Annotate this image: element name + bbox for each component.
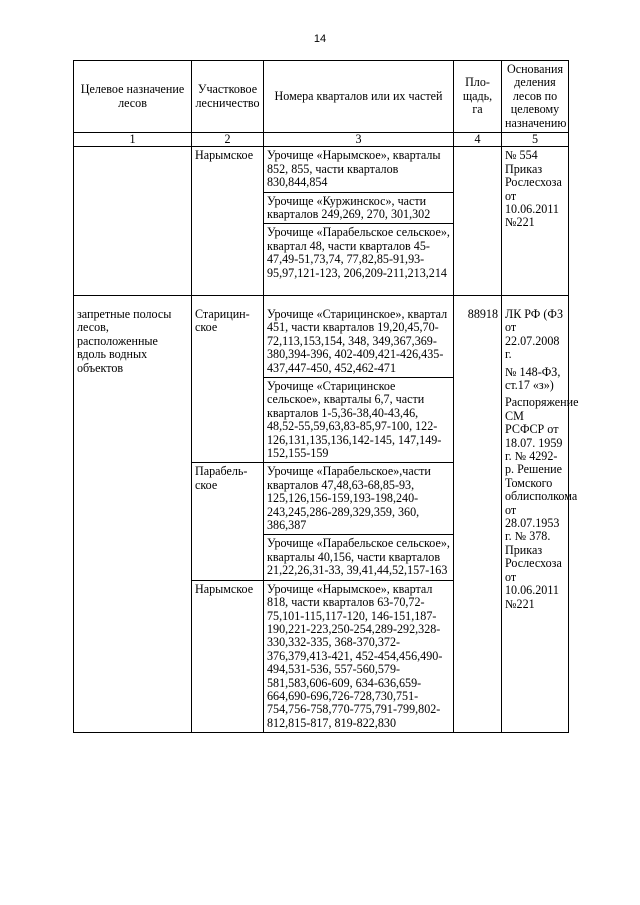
- district-cell: Старицин-ское: [192, 306, 264, 463]
- forest-purpose-table: [73, 60, 579, 733]
- district-cell: Нарымское: [192, 580, 264, 732]
- area-cell: 88918: [454, 306, 502, 733]
- col-number: 3: [264, 133, 454, 147]
- spacer-cell: [74, 296, 192, 306]
- spacer-cell: [502, 296, 569, 306]
- col-number: 5: [502, 133, 569, 147]
- basis-text: № 148-ФЗ, ст.17 «з»): [505, 364, 561, 392]
- header-basis: Основания деления лесов по целевому назначению: [502, 61, 569, 133]
- header-quarters: Номера кварталов или их частей: [264, 61, 454, 133]
- basis-text: № 554 Приказ Рослесхоза от 10.06.2011 №221: [505, 148, 562, 230]
- district-cell: Нарымское: [192, 147, 264, 296]
- basis-text: ЛК РФ (ФЗ от 22.07.2008 г.: [505, 306, 564, 362]
- purpose-cell: [74, 147, 192, 296]
- parcel-cell: Урочище «Нарымское», квартал 818, части кварталов 63-70,72-75,101-115,117-120, 146-151,187-190,221-223,250-254,289-292,328-330,332-335, 368-370,372-376,379,413-421, 452-454,456,490-494,531-536, 557-560,579-581,583,606-609, 634-636,659-664,690-696,726-728,730,751-754,756-758,770-775,791-799,802-812,815-817, 819-822,830: [264, 580, 454, 732]
- basis-cell: [502, 306, 579, 733]
- col-number: 2: [192, 133, 264, 147]
- page-number: 14: [313, 33, 327, 45]
- header-purpose: Целевое назначение лесов: [74, 61, 192, 133]
- basis-cell: [502, 147, 569, 296]
- parcel-cell: Урочище «Парабельское сельское», кварталы 40,156, части кварталов 21,22,26,31-33, 39,41,44,52,157-163: [264, 535, 454, 580]
- col-number: 1: [74, 133, 192, 147]
- district-cell: Парабель-ское: [192, 463, 264, 580]
- header-area: Пло-щадь, га: [454, 61, 502, 133]
- parcel-cell: Урочище «Нарымское», кварталы 852, 855, части кварталов 830,844,854: [264, 147, 454, 192]
- spacer-cell: [454, 296, 502, 306]
- header-district: Участковое лесничество: [192, 61, 264, 133]
- parcel-cell: Урочище «Куржинскос», части кварталов 249,269, 270, 301,302: [264, 192, 454, 224]
- basis-text: Распоряжение СМ РСФСР от 18.07. 1959 г. № 4292-р. Решение Томского облисполкома от 28.07.1953 г. № 378. Приказ Рослесхоза от 10.06.2011 №221: [505, 395, 579, 611]
- spacer-cell: [264, 296, 454, 306]
- purpose-cell: запретные полосы лесов, расположенные вдоль водных объектов: [74, 306, 192, 733]
- parcel-cell: Урочище «Парабельское»,части кварталов 47,48,63-68,85-93, 125,126,156-159,193-198,240-243,245,286-289,329,359, 360, 386,387: [264, 463, 454, 535]
- col-number: 4: [454, 133, 502, 147]
- spacer-cell: [192, 296, 264, 306]
- parcel-cell: Урочище «Старицинское», квартал 451, части кварталов 19,20,45,70-72,113,153,154, 348, 349,367,369-380,394-396, 402-409,421-426,435-437,447-450, 452,462-471: [264, 306, 454, 378]
- parcel-cell: Урочище «Старицинское сельское», кварталы 6,7, части кварталов 1-5,36-38,40-43,46, 48,52-55,59,63,83-85,97-100, 122-126,131,135,136,142-145, 147,149-152,155-159: [264, 378, 454, 463]
- parcel-cell: Урочище «Парабельское сельское», квартал 48, части кварталов 45-47,49-51,73,74, 77,82,85-91,93-95,97,121-123, 206,209-211,213,214: [264, 224, 454, 296]
- area-cell: [454, 147, 502, 296]
